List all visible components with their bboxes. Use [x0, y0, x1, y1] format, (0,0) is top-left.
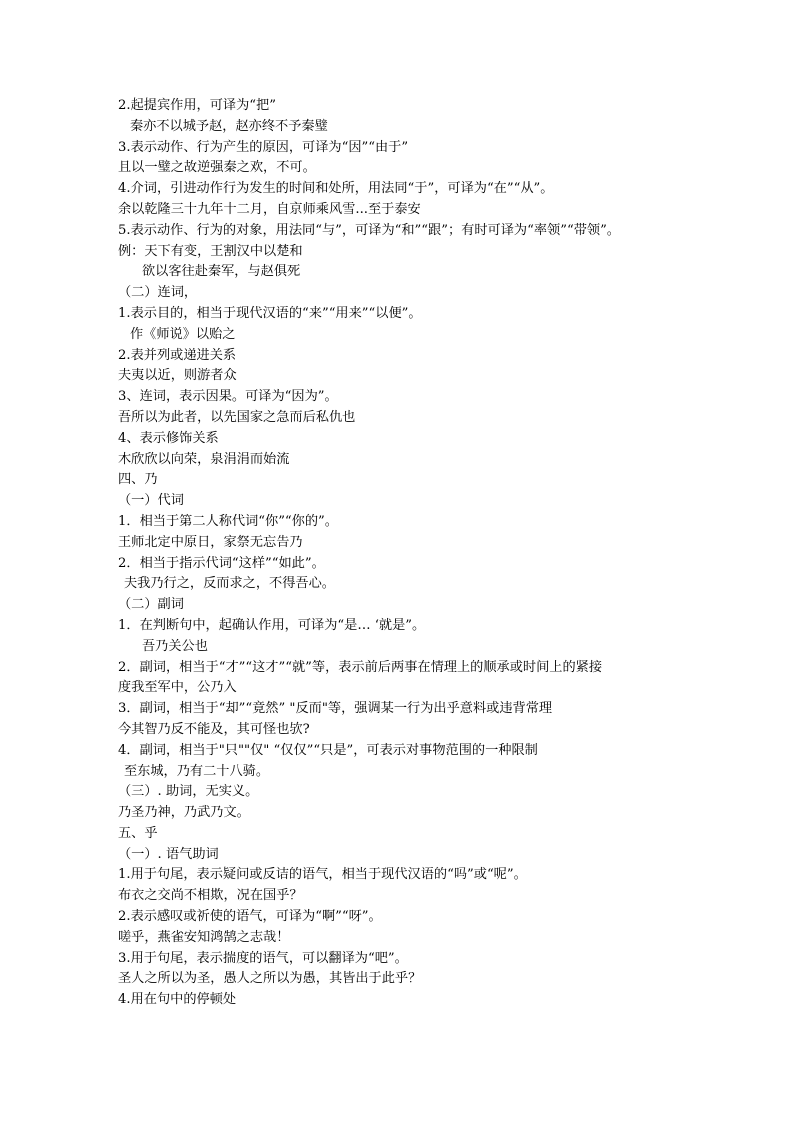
text-line: 余以乾隆三十九年十二月，自京师乘风雪...至于泰安 — [118, 201, 421, 217]
text-line: 木欣欣以向荣，泉涓涓而始流 — [118, 451, 290, 467]
section-heading: （三）. 助词，无实义。 — [118, 784, 259, 800]
text-line: 度我至军中，公乃入 — [118, 680, 237, 696]
text-line: 夫我乃行之，反而求之，不得吾心。 — [124, 576, 335, 592]
text-line: 4、表示修饰关系 — [118, 430, 219, 446]
text-line: 乃圣乃神，乃武乃文。 — [118, 805, 250, 821]
text-line: 王师北定中原日，家祭无忘告乃 — [118, 534, 303, 550]
text-line: 今其智乃反不能及，其可怪也欤? — [118, 721, 310, 737]
text-line: 3．副词，相当于“却”“竟然” "反而"等，强调某一行为出乎意料或违背常理 — [118, 701, 553, 717]
text-line: 作《师说》以贻之 — [130, 326, 236, 342]
text-line: 欲以客往赴秦军，与赵俱死 — [142, 264, 301, 280]
section-heading: （二）副词 — [118, 597, 184, 613]
section-heading: （一）. 语气助词 — [118, 846, 219, 862]
text-line: 1.用于句尾，表示疑问或反诘的语气，相当于现代汉语的“吗”或“呢”。 — [118, 867, 527, 883]
text-line: 1.表示目的，相当于现代汉语的“来”“用来”“以便”。 — [118, 305, 422, 321]
text-line: 布衣之交尚不相欺，况在国乎？ — [118, 888, 303, 904]
text-line: 5.表示动作、行为的对象，用法同“与”，可译为“和”“跟”；有时可译为“率领”“带领”。 — [118, 222, 620, 238]
text-line: 嗟乎，燕雀安知鸿鹄之志哉！ — [118, 929, 290, 945]
text-line: 1．在判断句中，起确认作用，可译为“是… ‘就是”。 — [118, 617, 426, 633]
text-line: 2.表并列或递进关系 — [118, 347, 237, 363]
text-line: 3、连词，表示因果。可译为“因为”。 — [118, 389, 338, 405]
text-line: 3.用于句尾，表示揣度的语气，可以翻译为“吧”。 — [118, 950, 408, 966]
text-line: 4.用在句中的停顿处 — [118, 992, 237, 1008]
text-line: 例：天下有变，王割汉中以楚和 — [118, 243, 303, 259]
text-line: 秦亦不以城予赵，赵亦终不予秦璧 — [130, 118, 328, 134]
text-line: 2.表示感叹或祈使的语气，可译为“啊”“呀”。 — [118, 909, 382, 925]
text-line: 且以一璧之故逆强秦之欢，不可。 — [118, 160, 316, 176]
text-line: 2．相当于指示代词“这样”“如此”。 — [118, 555, 325, 571]
text-line: 2．副词，相当于“才”“这才”“就”等，表示前后两事在情理上的顺承或时间上的紧接 — [118, 659, 603, 675]
text-line: 至东城，乃有二十八骑。 — [124, 763, 270, 779]
text-line: 2.起提宾作用，可译为“把” — [118, 98, 276, 113]
text-line: 3.表示动作、行为产生的原因，可译为“因”“由于” — [118, 139, 409, 155]
text-line: 1．相当于第二人称代词“你”“你的”。 — [118, 513, 338, 529]
text-line: 4．副词，相当于"只""仅" “仅仅”“只是”，可表示对事物范围的一种限制 — [118, 742, 538, 758]
section-heading: （二）连词， — [118, 285, 198, 301]
text-line: 夫夷以近，则游者众 — [118, 368, 237, 384]
text-line: 吾所以为此者，以先国家之急而后私仇也 — [118, 409, 356, 425]
document-body — [118, 96, 698, 1011]
text-line: 圣人之所以为圣，愚人之所以为愚，其皆出于此乎？ — [118, 971, 422, 987]
section-heading: 四、乃 — [118, 472, 158, 488]
text-line: 4.介词，引进动作行为发生的时间和处所，用法同“于”，可译为“在”“从”。 — [118, 181, 554, 197]
section-heading: （一）代词 — [118, 493, 184, 509]
section-heading: 五、乎 — [118, 825, 158, 841]
text-line: 吾乃关公也 — [142, 638, 208, 654]
